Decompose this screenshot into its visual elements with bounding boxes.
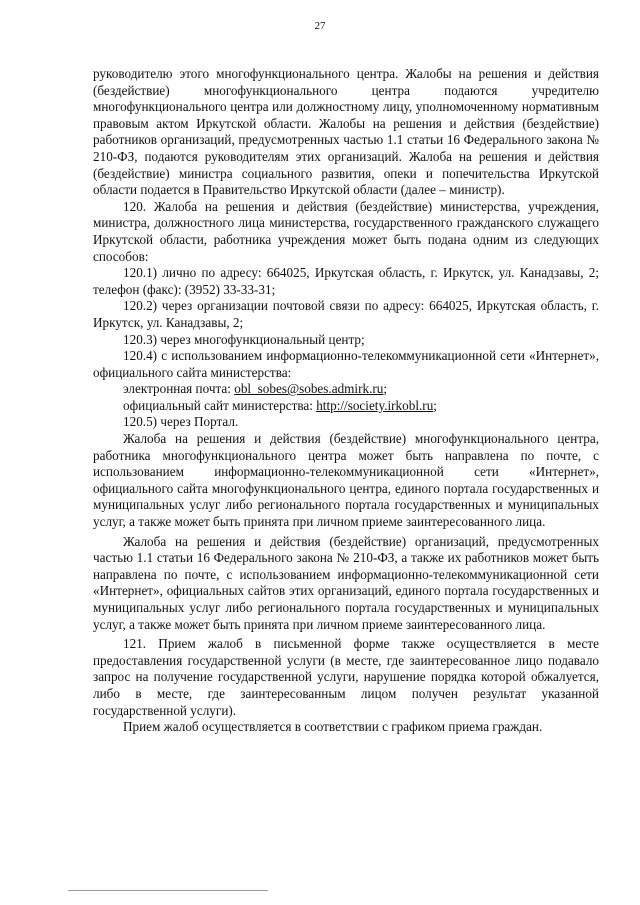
paragraph-mfc-complaint: Жалоба на решения и действия (бездействие) многофункционального центра, работника многофункционального центра может быть направлена по почте, с использованием информационно-телекоммуникационной сети «Интернет», официального сайта многофункционального центра, единого портала государственных и муниципальных услуг либо регионального портала государственных и муниципальных услуг, а также может быть принята при личном приеме заинтересованного лица. (93, 431, 599, 530)
email-end: ; (383, 381, 388, 397)
email-link[interactable]: obl_sobes@sobes.admirk.ru (234, 381, 384, 397)
paragraph-120-4: 120.4) с использованием информационно-телекоммуникационной сети «Интернет», официального сайта министерства: (93, 348, 599, 380)
paragraph-organization-complaint: Жалоба на решения и действия (бездействие) организаций, предусмотренных частью 1.1 статьи 16 Федерального закона № 210-ФЗ, а также их работников может быть направлена по почте, с использованием информационно-телекоммуникационной сети «Интернет», официальных сайтов этих организаций, единого портала государственных и муниципальных услуг либо регионального портала государственных и муниципальных услуг, а также может быть принята при личном приеме заинтересованного лица. (93, 533, 599, 632)
email-label: электронная почта: (123, 381, 235, 397)
page-number: 27 (314, 20, 326, 32)
email-line (93, 381, 599, 398)
footer-divider (68, 890, 268, 891)
paragraph-121: 121. Прием жалоб в письменной форме также осуществляется в месте предоставления государственной услуги (в месте, где заинтересованное лицо подавало запрос на получение государственной услуги, нарушение порядка которой обжалуется, либо в месте, где заинтересованным лицом получен результат указанной государственной услуги). (93, 636, 599, 718)
paragraph-120-1: 120.1) лично по адресу: 664025, Иркутская область, г. Иркутск, ул. Канадзавы, 2; телефон (факс): (3952) 33-33-31; (93, 265, 599, 297)
paragraph-complaints-mfc-founder: руководителю этого многофункционального центра. Жалобы на решения и действия (бездействие) многофункционального центра подаются учредителю многофункционального центра или должностному лицу, уполномоченному нормативным правовым актом Иркутской области. Жалобы на решения и действия (бездействие) работников организаций, предусмотренных частью 1.1 статьи 16 Федерального закона № 210-ФЗ, подаются руководителям этих организаций. Жалоба на решения и действия (бездействие) министра социального развития, опеки и попечительства Иркутской области подается в Правительство Иркутской области (далее – министр). (93, 66, 599, 198)
paragraph-120-3: 120.3) через многофункциональный центр; (123, 331, 365, 347)
paragraph-120-5: 120.5) через Портал. (123, 414, 239, 430)
website-line (93, 398, 599, 415)
website-label: официальный сайт министерства: (123, 397, 317, 413)
paragraph-120: 120. Жалоба на решения и действия (бездействие) министерства, учреждения, министра, должностного лица министерства, государственного гражданского служащего Иркутской области, работника учреждения может быть подана одним из следующих способов: (93, 198, 599, 264)
document-body (93, 66, 599, 736)
paragraph-schedule: Прием жалоб осуществляется в соответствии с графиком приема граждан. (123, 719, 543, 735)
website-end: ; (433, 397, 437, 413)
website-link[interactable]: http://society.irkobl.ru (316, 397, 434, 413)
paragraph-120-2: 120.2) через организации почтовой связи по адресу: 664025, Иркутская область, г. Иркутск, ул. Канадзавы, 2; (93, 298, 599, 330)
